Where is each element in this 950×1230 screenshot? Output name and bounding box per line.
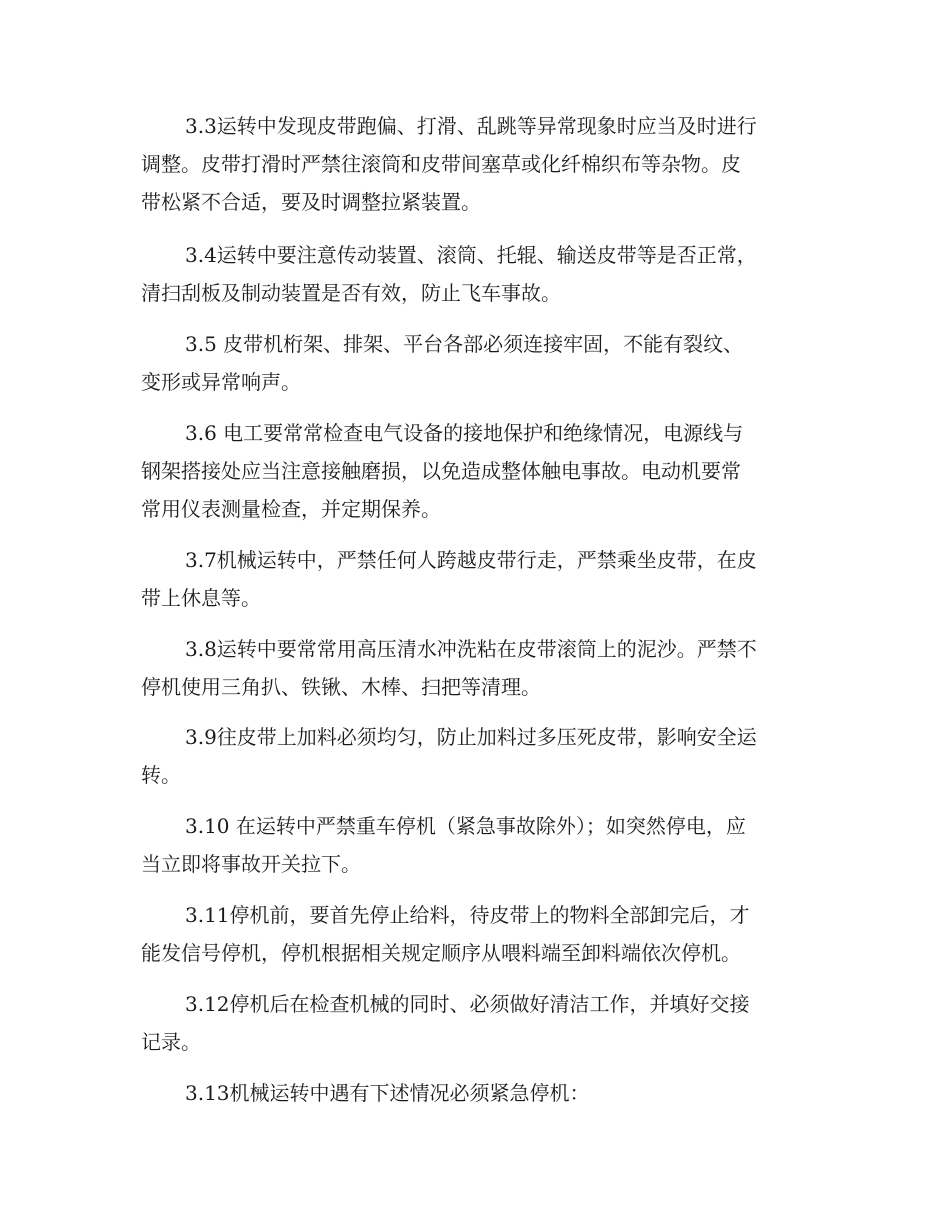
text-line: 3.13机械运转中遇有下述情况必须紧急停机： xyxy=(185,1081,590,1105)
text-line: 常用仪表测量检查，并定期保养。 xyxy=(141,497,441,521)
paragraph-3-9 xyxy=(141,718,809,794)
paragraph-3-11 xyxy=(141,896,809,972)
paragraph-3-10 xyxy=(141,807,809,883)
paragraph-3-4 xyxy=(141,236,809,312)
text-line: 当立即将事故开关拉下。 xyxy=(141,852,361,876)
text-line: 停机使用三角扒、铁锹、木棒、扫把等清理。 xyxy=(141,675,541,699)
text-line: 3.5 皮带机桁架、排架、平台各部必须连接牢固，不能有裂纹、 xyxy=(185,332,744,356)
text-line: 能发信号停机，停机根据相关规定顺序从喂料端至卸料端依次停机。 xyxy=(141,941,741,965)
text-line: 记录。 xyxy=(141,1030,201,1054)
paragraph-3-6 xyxy=(141,414,809,528)
text-line: 调整。皮带打滑时严禁往滚筒和皮带间塞草或化纤棉织布等杂物。皮 xyxy=(141,152,741,176)
text-line: 3.8运转中要常常用高压清水冲洗粘在皮带滚筒上的泥沙。严禁不 xyxy=(185,637,757,661)
text-line: 3.11停机前，要首先停止给料，待皮带上的物料全部卸完后，才 xyxy=(185,903,750,927)
paragraph-3-8 xyxy=(141,630,809,706)
text-line: 3.3运转中发现皮带跑偏、打滑、乱跳等异常现象时应当及时进行 xyxy=(185,114,757,138)
text-line: 3.12停机后在检查机械的同时、必须做好清洁工作，并填好交接 xyxy=(185,992,750,1016)
text-line: 变形或异常响声。 xyxy=(141,370,301,394)
text-line: 3.4运转中要注意传动装置、滚筒、托辊、输送皮带等是否正常， xyxy=(185,243,757,267)
text-line: 3.10 在运转中严禁重车停机（紧急事故除外）；如突然停电，应 xyxy=(185,814,746,838)
paragraph-3-7 xyxy=(141,541,809,617)
text-line: 带上休息等。 xyxy=(141,586,261,610)
text-line: 转。 xyxy=(141,763,181,787)
paragraph-3-13 xyxy=(141,1074,809,1112)
paragraph-3-3 xyxy=(141,107,809,221)
paragraph-3-12 xyxy=(141,985,809,1061)
text-line: 钢架搭接处应当注意接触磨损，以免造成整体触电事故。电动机要常 xyxy=(141,459,741,483)
text-line: 3.7机械运转中，严禁任何人跨越皮带行走，严禁乘坐皮带，在皮 xyxy=(185,548,757,572)
text-line: 3.9往皮带上加料必须均匀，防止加料过多压死皮带，影响安全运 xyxy=(185,725,757,749)
text-line: 带松紧不合适，要及时调整拉紧装置。 xyxy=(141,190,481,214)
paragraph-3-5 xyxy=(141,325,809,401)
text-line: 清扫刮板及制动装置是否有效，防止飞车事故。 xyxy=(141,281,561,305)
text-line: 3.6 电工要常常检查电气设备的接地保护和绝缘情况，电源线与 xyxy=(185,421,744,445)
